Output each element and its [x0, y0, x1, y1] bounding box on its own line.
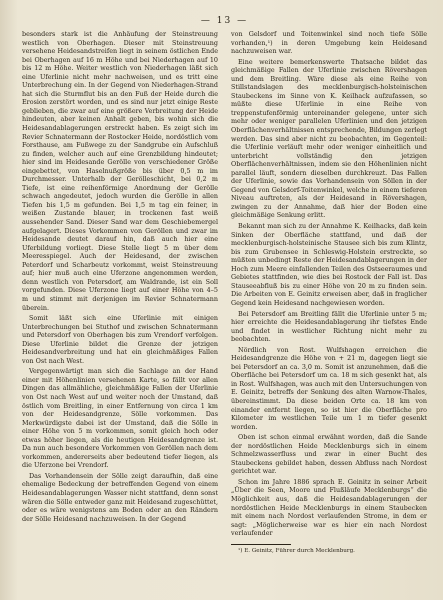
footnote-rule	[231, 544, 291, 545]
footnote: ¹) E. Geinitz, Führer durch Mecklenburg.	[238, 547, 355, 554]
paragraph: Bei Petersdorf am Breitling fällt die Uferlinie unter 5 m; hier erreichte die Heidesandablagerung ihr tiefstes Ende und findet in westlicher Richtung nicht mehr zu beobachten.	[231, 309, 427, 344]
paragraph: besonders stark ist die Anhäufung der Steinstreuung westlich von Oberhagen. Dieser mit Steinstreuung versehene Heidesandstreifen liegt in seinem östlichen Ende bei Oberhagen auf 16 m Höhe und bei Niederhagen auf 10 bis 12 m Höhe. Weiter westlich von Niederhagen läßt sich eine Uferlinie nicht mehr nachweisen, und es tritt eine Unterbrechung ein. In der Gegend von Niederhagen-Strand hat sich die Sturmflut bis an den Fuß der Heide durch die Erosion zerstört worden, und es sind nur jetzt einige Reste geblieben, die zwar auf eine größere Verbreitung der Heide hindeuten, aber keinen Anhalt geben, bis wohin sich die Heidesandablagerungen erstreckt haben. Es zeigt sich im Revier Schnatermann der Rostocker Heide, nordöstlich vom Forsthause, am Fußwege zu der Sandgrube ein Aufschluß zu finden, welcher auch auf eine Grenzbildung hindeutet; hier sind im Heidesande Gerölle von verschiedener Größe eingebettet, von Haselnußgröße bis über 0,5 m im Durchmesser. Unterhalb der Gerölleschicht, bei 0,2 m Tiefe, ist eine reihenförmige Anordnung der Gerölle schwach angedeutet, jedoch wurden die Gerölle in allen Tiefen bis 1,5 m gefunden. Bei 1,5 m tag ein feiner, in weißen Zustande blauer, in trockenen fast weiß aussehender Sand. Dieser Sand war dem Geschiebemergel aufgelagert. Dieses Vorkommen von Geröllen und zwar im Heidesande deutet darauf hin, daß auch hier eine Uferbildung vorliegt. Diese Stelle liegt 5 m über dem Meeresspiegel. Auch der Heidesand, der zwischen Peterdorf und Scharbeutz vorkommt, weist Steinstreuung auf; hier muß auch eine Uferzone angenommen werden, denn westlich von Petersdorf, am Waldrande, ist ein Soll vorgefunden. Diese Uferzone liegt auf einer Höhe von 4–5 m und stimmt mit derjenigen im Revier Schnatermann überein.	[22, 30, 218, 312]
paragraph: Nördlich von Rost. Wulfshagen erreichen die Heidesandgrenze die Höhe von + 21 m, dagegen liegt sie bei Petersdorf an ca. 3,0 m. Somit ist anzunehmen, daß die Oberfläche bei Petersdorf um ca. 18 m sich gesenkt hat, als in Rost. Wulfshagen, was auch mit den Untersuchungen von E. Geinitz, betreffs der Senkung des alten Warnow-Thales, übereinstimmt. Da diese beiden Orte ca. 18 km von einander entfernt liegen, so ist hier die Oberfläche pro Kilometer im westlichen Teile um 1 m tiefer gesenkt worden.	[231, 345, 427, 431]
paragraph: Schon im Jahre 1886 sprach E. Geinitz in seiner Arbeit „Über die Seen, Moore und Flußläufe Mecklenburgs“ die Möglichkeit aus, daß die Heidesandablagerungen der nordöstlichen Heide Mecklenburgs in einem Staubecken mit einem nach Nordost verlaufenden Strome, in dem er sagt: „Möglicherweise war es hier ein nach Nordost verlaufender	[231, 477, 427, 538]
paragraph: Eine weitere bemerkenswerte Thatsache bildet das gleichmäßige Fallen der Uferlinie zwischen Rövershagen und dem Breitling. Wäre diese als eine Reihe von Stillstandslagen des mecklenburgisch-holsteinischen Staubeckens im Sinne von K. Keilhack aufzufassen, so müßte diese Uferlinie in eine Reihe von treppenstufenförmig untereinander gelegene, unter sich mehr oder weniger parallelen Uferlinien und den jetzigen Oberflächenverhältnissen entsprechende, Bildungen zerlegt werden. Das sind aber nicht zu beobachten, im Gegenteil: die Uferlinie verläuft mehr oder weniger einheitlich und unterbricht vollständig den jetzigen Oberflächenverhältnissen, indem sie den Höhenlinien nicht parallel läuft, sondern dieselben durchkreuzt. Das Fallen der Uferlinie, sowie das Vorhandensein von Söllen in der Gegend von Gelsdorf-Toitenwinkel, welche in einem tieferen Niveau auftreten, als der Heidesand in Rövershagen, zwingen zu der Annahme, daß hier der Boden eine gleichmäßige Senkung erlitt.	[231, 57, 427, 220]
page-number: — 13 —	[200, 16, 249, 26]
paragraph: von Gelsdorf und Toitenwinkel sind noch tiefe Sölle vorhanden,¹) in deren Umgebung kein Heidesand nachzuweisen war.	[231, 30, 427, 56]
paragraph: Somit läßt sich eine Uferlinie mit einigen Unterbrechungen bei Stuthof und zwischen Schnatermann und Petersdorf von Oberhagen bis zum Vrendorf verfolgen. Diese Uferlinie bildet die Grenze der jetzigen Heidesandverbreitung und hat ein gleichmäßiges Fallen von Ost nach West.	[22, 314, 218, 365]
left-column	[22, 30, 218, 600]
paragraph: Vergegenwärtigt man sich die Sachlage an der Hand einer mit Höhenlinien versehenen Karte, so fällt vor allen Dingen das allmähliche, gleichmäßige Fallen der Uferlinie von Ost nach West auf und weiter noch der Umstand, daß östlich vom Breitling, in einer Entfernung von circa 1 km von der Heidesandgrenze, Sölle vorkommen. Das Merkwürdigste dabei ist der Umstand, daß die Sölle in einer Höhe von 5 m vorkommen, somit gleich hoch oder etwas höher liegen, als die heutigen Heidesandgrenze ist. Da nun auch besondere Vorkommen von Geröllen nach dem vorkommen, andererseits aber bedeutend tiefer liegen, als die Uferzone bei Vrendorf.	[22, 367, 218, 470]
paragraph: Bekannt man sich zu der Annahme K. Keilhacks, daß kein Sinken der Oberfläche stattfand, und daß der mecklenburgisch-holsteinische Stausee sich bis zum Klintz, bis zum Grubensee in Schleswig-Holstein erstreckte, so müßten unbedingt Reste der Heidesandablagerungen in der Hoch zum Meere einfallenden Teilen des Ostseeraumes und Gebietes stattfinden, wie dies bei Rostock der Fall ist. Das Stauseeabfluß bis zu einer Höhe von 20 m zu finden sein. Die Arbeiten von E. Geinitz erweisen aber, daß in fraglicher Gegend kein Heidesand nachgewiesen worden.	[231, 222, 427, 307]
paragraph: Oben ist schon einmal erwähnt worden, daß die Sande der nordöstlichen Heide Mecklenburgs sich in einem Schmelzwasserfluss und zwar in einer Bucht des Staubeckens gebildet haben, dessen Abfluss nach Nordost gerichtet war.	[231, 433, 427, 476]
text-columns	[22, 30, 427, 600]
right-column	[231, 30, 427, 600]
paragraph: Das Vorhandensein der Sölle zeigt daraufhin, daß eine ehemalige Bedeckung der betreffenden Gegend von einem Heidesandablagerungen Wasser nicht stattfand, denn sonst wären die Sölle entweder ganz mit Heidesand zugeschüttet, oder es wäre wenigstens am Boden oder an den Rändern der Sölle Heidesand nachzuweisen. In der Gegend	[22, 471, 218, 523]
